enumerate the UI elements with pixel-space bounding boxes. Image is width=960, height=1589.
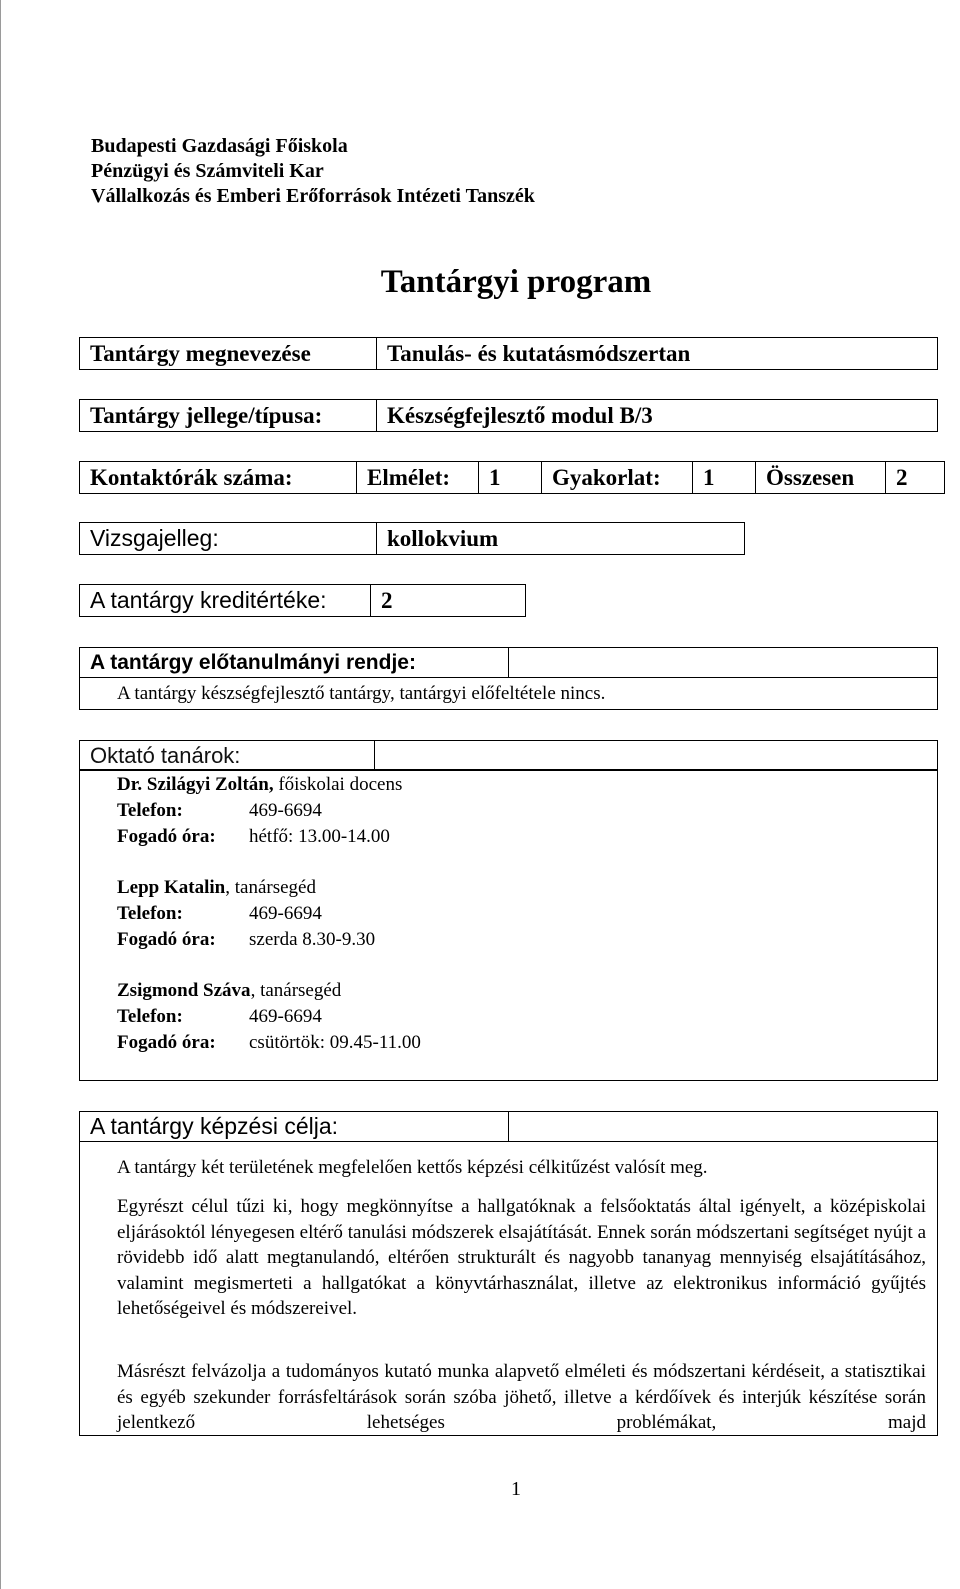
instructor-3-phone-label: Telefon:	[117, 1006, 183, 1027]
instructor-3-phone-line	[117, 1004, 322, 1030]
course-type-row	[79, 399, 938, 432]
page-edge	[0, 0, 1, 1589]
instructor-2-office-hours: szerda 8.30-9.30	[249, 929, 376, 950]
instructor-2-phone-line	[117, 901, 322, 927]
credit-row	[79, 584, 526, 617]
document-title: Tantárgyi program	[380, 264, 652, 300]
instructor-1-phone: 469-6694	[249, 800, 322, 821]
prerequisites-label-text: A tantárgy előtanulmányi rendje:	[90, 650, 416, 674]
instructor-1-title	[117, 772, 402, 798]
instructor-3-name: Zsigmond Száva	[117, 980, 251, 1001]
instructor-1-office-line	[117, 824, 390, 850]
instructor-3-role: , tanársegéd	[250, 980, 342, 1001]
total-value: 2	[885, 462, 944, 493]
exam-row	[79, 522, 745, 555]
institution-line-1: Budapesti Gazdasági Főiskola	[91, 135, 348, 157]
instructor-1-role: főiskolai docens	[273, 774, 403, 795]
exam-label: Vizsgajelleg:	[90, 525, 219, 551]
instructors-label-text: Oktató tanárok:	[90, 742, 241, 768]
instructor-3-office-line	[117, 1030, 421, 1056]
contact-hours-label: Kontaktórák száma:	[90, 464, 293, 490]
course-name-row	[79, 337, 938, 370]
objective-paragraph-2: Másrészt felvázolja a tudományos kutató munka alapvető elméleti és módszertani kérdéseit, a statisztikai és egyéb szekunder forrásfeltárások során szóba jöhető, illetve a kérdőívek és interjúk készítése során jelentkező lehetséges problémákat, majd	[117, 1361, 926, 1433]
credit-value: 2	[370, 585, 525, 616]
course-type-label: Tantárgy jellege/típusa:	[90, 402, 323, 428]
contact-hours-row	[79, 461, 945, 494]
instructor-3-office-label: Fogadó óra:	[117, 1032, 216, 1053]
instructor-2-phone: 469-6694	[249, 903, 322, 924]
institution-line-3: Vállalkozás és Emberi Erőforrások Intézeti Tanszék	[91, 185, 535, 207]
instructor-2-name: Lepp Katalin	[117, 877, 226, 898]
instructor-1-phone-label: Telefon:	[117, 800, 183, 821]
practice-value: 1	[692, 462, 756, 493]
instructor-2-office-line	[117, 927, 375, 953]
theory-value: 1	[478, 462, 542, 493]
instructor-1-phone-line	[117, 798, 322, 824]
instructor-3-office-hours: csütörtök: 09.45-11.00	[249, 1032, 421, 1053]
objective-label-text: A tantárgy képzési célja:	[90, 1113, 339, 1139]
prerequisites-label	[79, 647, 509, 678]
instructor-1-name: Dr. Szilágyi Zoltán,	[117, 774, 274, 795]
instructor-1-office-hours: hétfő: 13.00-14.00	[249, 826, 390, 847]
prerequisites-text: A tantárgy készségfejlesztő tantárgy, tantárgyi előfeltétele nincs.	[117, 683, 606, 704]
instructor-2-phone-label: Telefon:	[117, 903, 183, 924]
course-name-label: Tantárgy megnevezése	[90, 340, 311, 366]
institution-line-2: Pénzügyi és Számviteli Kar	[91, 160, 324, 182]
instructor-1-office-label: Fogadó óra:	[117, 826, 216, 847]
objective-label	[79, 1111, 509, 1142]
instructor-2-office-label: Fogadó óra:	[117, 929, 216, 950]
instructor-3-title	[117, 978, 341, 1004]
course-type-value: Készségfejlesztő modul B/3	[376, 400, 937, 431]
practice-label: Gyakorlat:	[541, 462, 693, 493]
instructor-3-phone: 469-6694	[249, 1006, 322, 1027]
instructors-label	[79, 740, 375, 771]
objective-paragraph-1: Egyrészt célul tűzi ki, hogy megkönnyítse a hallgatóknak a felsőoktatás által igényelt, a középiskolai eljárásoktól lényegesen eltérő tanulási módszerek elsajátítását. Ennek során módszertani segítséget nyújt a rövidebb idő alatt megtanulandó, eltérően strukturált és nagyobb tananyag mennyiség elsajátításához, valamint megismerteti a hallgatókat a könyvtárhasználat, illetve az elektronikus információ gyűjtés lehetőségeivel és módszereivel.	[117, 1196, 926, 1319]
total-label: Összesen	[755, 462, 886, 493]
instructor-2-title	[117, 875, 316, 901]
exam-value: kollokvium	[376, 523, 744, 554]
credit-label: A tantárgy kreditértéke:	[90, 587, 327, 613]
page-number: 1	[511, 1478, 521, 1500]
course-name-value: Tanulás- és kutatásmódszertan	[376, 338, 937, 369]
instructor-2-role: , tanársegéd	[225, 877, 316, 898]
prerequisites-header-spacer	[508, 647, 938, 678]
theory-label: Elmélet:	[356, 462, 479, 493]
objective-intro: A tantárgy két területének megfelelően kettős képzési célkitűzést valósít meg.	[117, 1157, 708, 1178]
